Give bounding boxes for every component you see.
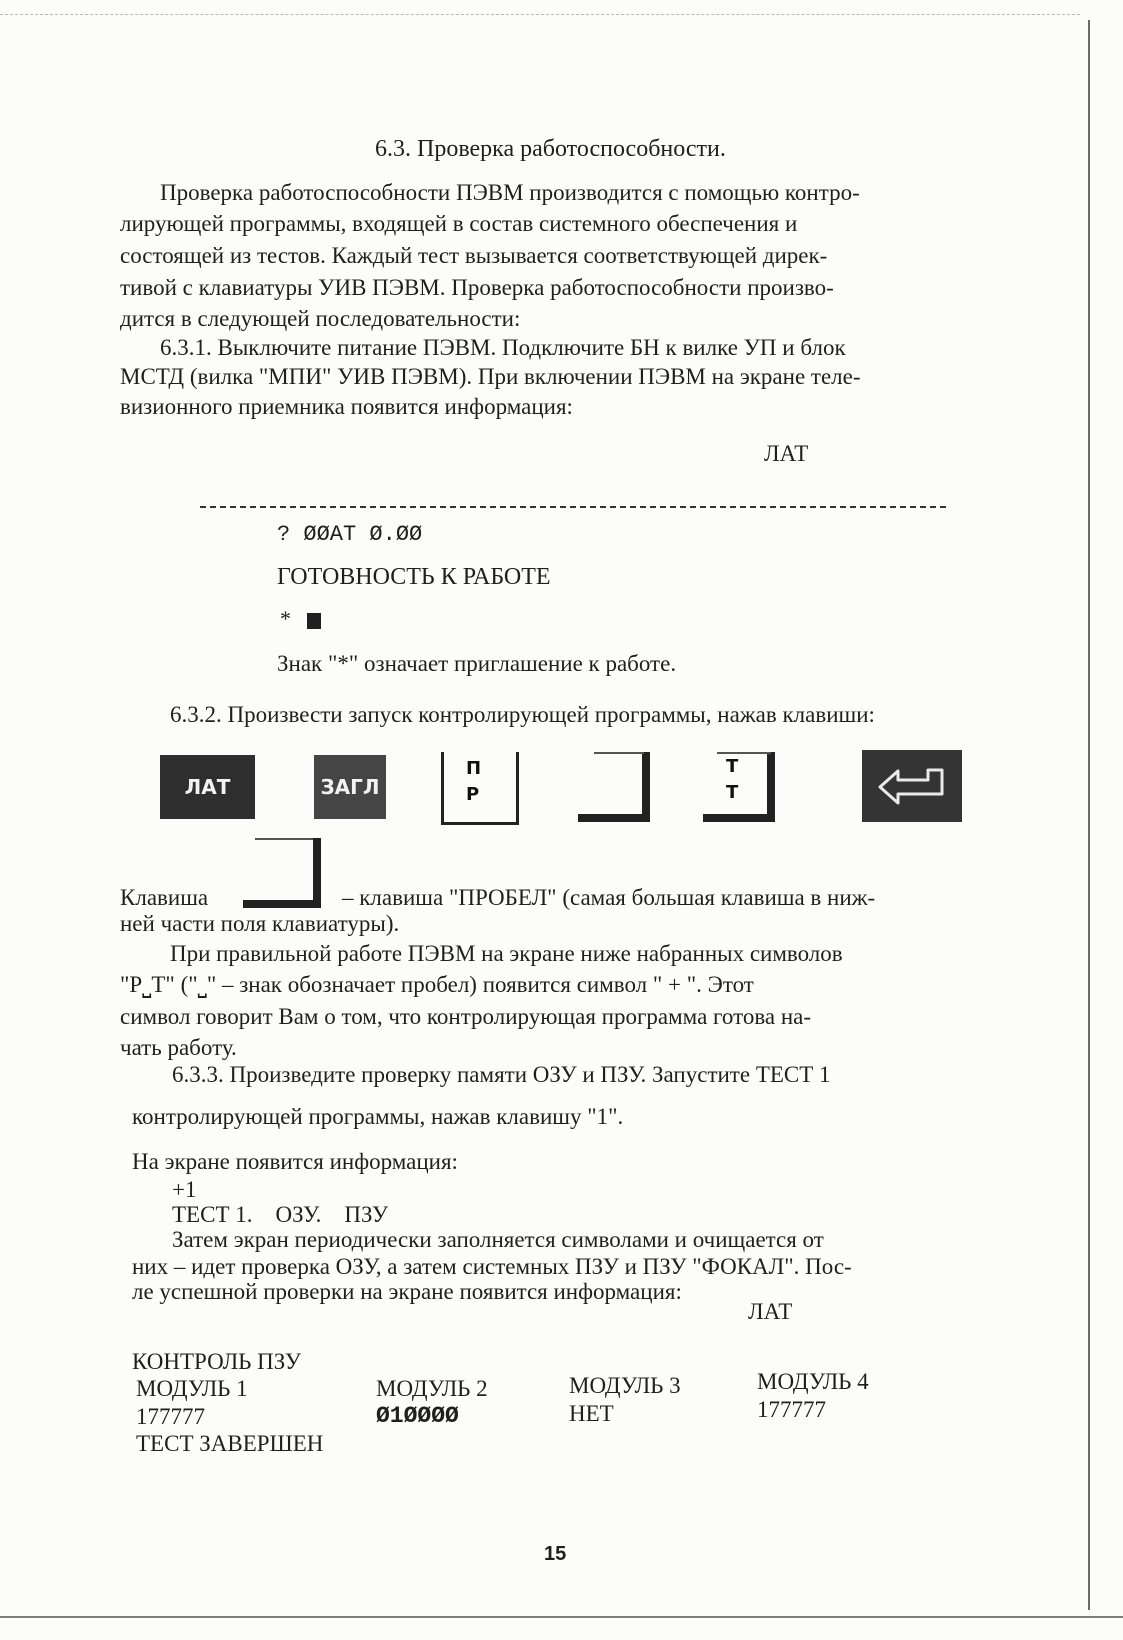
p-then-1: Затем экран периодически заполняется символами и очищается от (172, 1227, 824, 1252)
p-correct-3: символ говорит Вам о том, что контролирующая программа готова на- (120, 1004, 812, 1029)
page-edge-top (0, 14, 1080, 15)
module-1-name: МОДУЛЬ 1 (136, 1376, 248, 1401)
module-4-value: 177777 (757, 1397, 826, 1422)
screen2-plus: +1 (172, 1177, 197, 1202)
page-edge-bottom (0, 1616, 1123, 1618)
screen1-prompt: ? ØØAT Ø.ØØ (277, 522, 423, 547)
zagl-key: ЗАГЛ (314, 755, 386, 819)
module-1-value: 177777 (136, 1404, 205, 1429)
screen3-lat: ЛАТ (748, 1299, 793, 1324)
screen2-test: ТЕСТ 1. ОЗУ. ПЗУ (172, 1202, 389, 1227)
module-3-value: НЕТ (569, 1401, 614, 1426)
intro-line-3: состоящей из тестов. Каждый тест вызывается соответствующей дирек- (120, 243, 828, 268)
enter-key (862, 750, 962, 822)
lat-key: ЛАТ (160, 755, 255, 819)
test-done: ТЕСТ ЗАВЕРШЕН (136, 1431, 324, 1456)
space-key-small (243, 838, 329, 908)
screen1-lat: ЛАТ (764, 441, 809, 466)
enter-icon (874, 760, 950, 814)
p-correct-2: "Р⎵Т" ("⎵" – знак обозначает пробел) появится символ " + ". Этот (120, 972, 754, 997)
space-line-1a: Клавиша (120, 885, 209, 910)
p633-line-1: 6.3.3. Произведите проверку памяти ОЗУ и ПЗУ. Запустите ТЕСТ 1 (172, 1062, 831, 1087)
p-then-2: них – идет проверка ОЗУ, а затем системных ПЗУ и ПЗУ "ФОКАЛ". Пос- (132, 1254, 852, 1279)
p-correct-1: При правильной работе ПЭВМ на экране ниже набранных символов (170, 941, 843, 966)
p632: 6.3.2. Произвести запуск контролирующей программы, нажав клавиши: (170, 702, 875, 727)
module-4-name: МОДУЛЬ 4 (757, 1369, 869, 1394)
p-key-lower: Р (466, 784, 480, 805)
screen1-ready: ГОТОВНОСТЬ К РАБОТЕ (277, 564, 551, 590)
module-2-value: Ø1ØØØØ (376, 1403, 459, 1429)
screen2-intro: На экране появится информация: (132, 1149, 458, 1174)
page-number: 15 (544, 1543, 567, 1565)
p631-line-2: МСТД (вилка "МПИ" УИВ ПЭВМ). При включении ПЭВМ на экране теле- (120, 364, 861, 389)
module-3-name: МОДУЛЬ 3 (569, 1373, 681, 1398)
p631-line-1: 6.3.1. Выключите питание ПЭВМ. Подключите БН к вилке УП и блок (160, 335, 846, 360)
intro-line-2: лирующей программы, входящей в состав системного обеспечения и (120, 211, 798, 236)
p633-line-2: контролирующей программы, нажав клавишу "1". (132, 1104, 624, 1129)
cursor-block (307, 613, 321, 629)
p-key-upper: П (466, 758, 482, 779)
intro-line-5: дится в следующей последовательности: (120, 306, 521, 331)
p631-line-3: визионного приемника появится информация: (120, 394, 573, 419)
screen1-star: * (280, 606, 291, 631)
p-then-3: ле успешной проверки на экране появится информация: (132, 1279, 682, 1304)
module-2-name: МОДУЛЬ 2 (376, 1376, 488, 1401)
t-key-upper: Т (726, 756, 739, 777)
space-key (578, 752, 658, 822)
space-line-1b: – клавиша "ПРОБЕЛ" (самая большая клавиша в ниж- (342, 885, 876, 910)
t-t-key (703, 752, 783, 822)
section-title: 6.3. Проверка работоспособности. (375, 136, 726, 162)
intro-line-4: тивой с клавиатуры УИВ ПЭВМ. Проверка работоспособности произво- (120, 275, 834, 300)
t-key-lower: Т (726, 782, 739, 803)
p-correct-4: чать работу. (120, 1035, 237, 1060)
screen3-title: КОНТРОЛЬ ПЗУ (132, 1349, 301, 1374)
intro-line-1: Проверка работоспособности ПЭВМ производится с помощью контро- (160, 180, 860, 205)
screen-divider (200, 506, 946, 508)
star-note: Знак "*" означает приглашение к работе. (277, 651, 677, 676)
page-edge-right (1088, 20, 1090, 1610)
space-line-2: ней части поля клавиатуры). (120, 911, 400, 936)
